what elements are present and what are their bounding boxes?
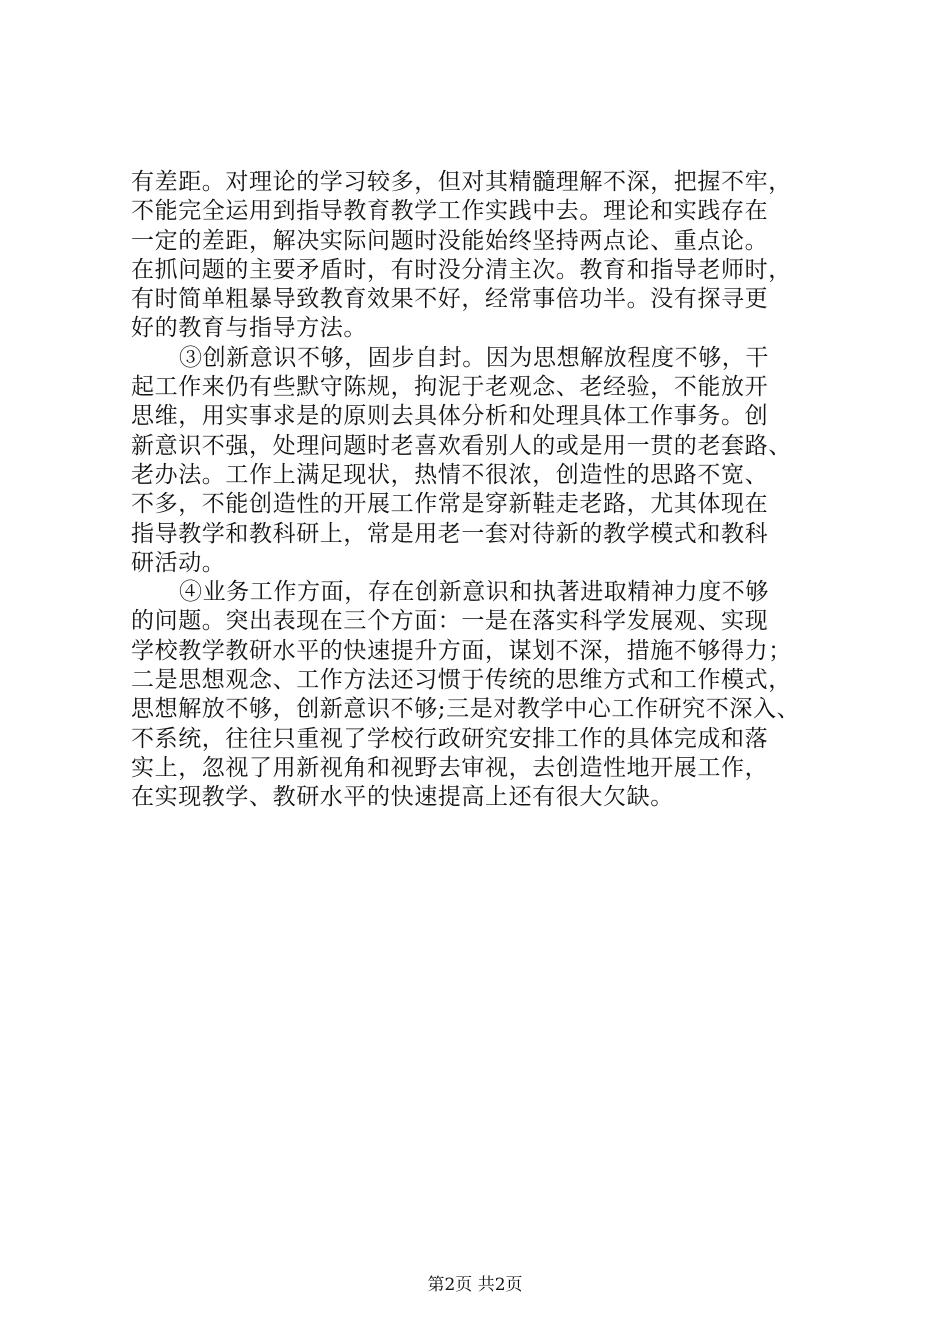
text-line: 研活动。 xyxy=(131,549,226,576)
text-line: 一定的差距，解决实际问题时没能始终坚持两点论、重点论。 xyxy=(131,227,769,254)
text-line: 不能完全运用到指导教育教学工作实践中去。理论和实践存在 xyxy=(131,198,769,225)
text-line: 起工作来仍有些默守陈规，拘泥于老观念、老经验，不能放开 xyxy=(131,374,769,401)
text-line: 不系统，往往只重视了学校行政研究安排工作的具体完成和落 xyxy=(131,725,769,752)
paragraph-4-first-line: ④业务工作方面，存在创新意识和执著进取精神力度不够 xyxy=(179,579,769,606)
text-line: 二是思想观念、工作方法还习惯于传统的思维方式和工作模式， xyxy=(131,667,792,694)
text-line: 在实现教学、教研水平的快速提高上还有很大欠缺。 xyxy=(131,784,674,811)
text-line: 思想解放不够，创新意识不够;三是对教学中心工作研究不深入、 xyxy=(131,696,801,723)
body-text xyxy=(131,168,831,813)
text-line: 好的教育与指导方法。 xyxy=(131,315,367,342)
text-line: 实上，忽视了用新视角和视野去审视，去创造性地开展工作， xyxy=(131,754,769,781)
text-line: 在抓问题的主要矛盾时，有时没分清主次。教育和指导老师时， xyxy=(131,256,792,283)
paragraph-3-first-line: ③创新意识不够，固步自封。因为思想解放程度不够，干 xyxy=(179,344,769,371)
text-line: 的问题。突出表现在三个方面：一是在落实科学发展观、实现 xyxy=(131,608,769,635)
text-line: 不多，不能创造性的开展工作常是穿新鞋走老路，尤其体现在 xyxy=(131,491,769,518)
text-line: 学校教学教研水平的快速提升方面，谋划不深，措施不够得力； xyxy=(131,637,792,664)
text-line: 有时简单粗暴导致教育效果不好，经常事倍功半。没有探寻更 xyxy=(131,286,769,313)
text-line: 指导教学和教科研上，常是用老一套对待新的教学模式和教科 xyxy=(131,520,769,547)
text-line: 老办法。工作上满足现状，热情不很浓，创造性的思路不宽、 xyxy=(131,461,769,488)
text-line: 新意识不强，处理问题时老喜欢看别人的或是用一贯的老套路、 xyxy=(131,432,792,459)
page-footer: 第2页 共2页 xyxy=(427,1275,523,1295)
text-line: 有差距。对理论的学习较多，但对其精髓理解不深，把握不牢， xyxy=(131,169,792,195)
text-line: 思维，用实事求是的原则去具体分析和处理具体工作事务。创 xyxy=(131,403,769,430)
